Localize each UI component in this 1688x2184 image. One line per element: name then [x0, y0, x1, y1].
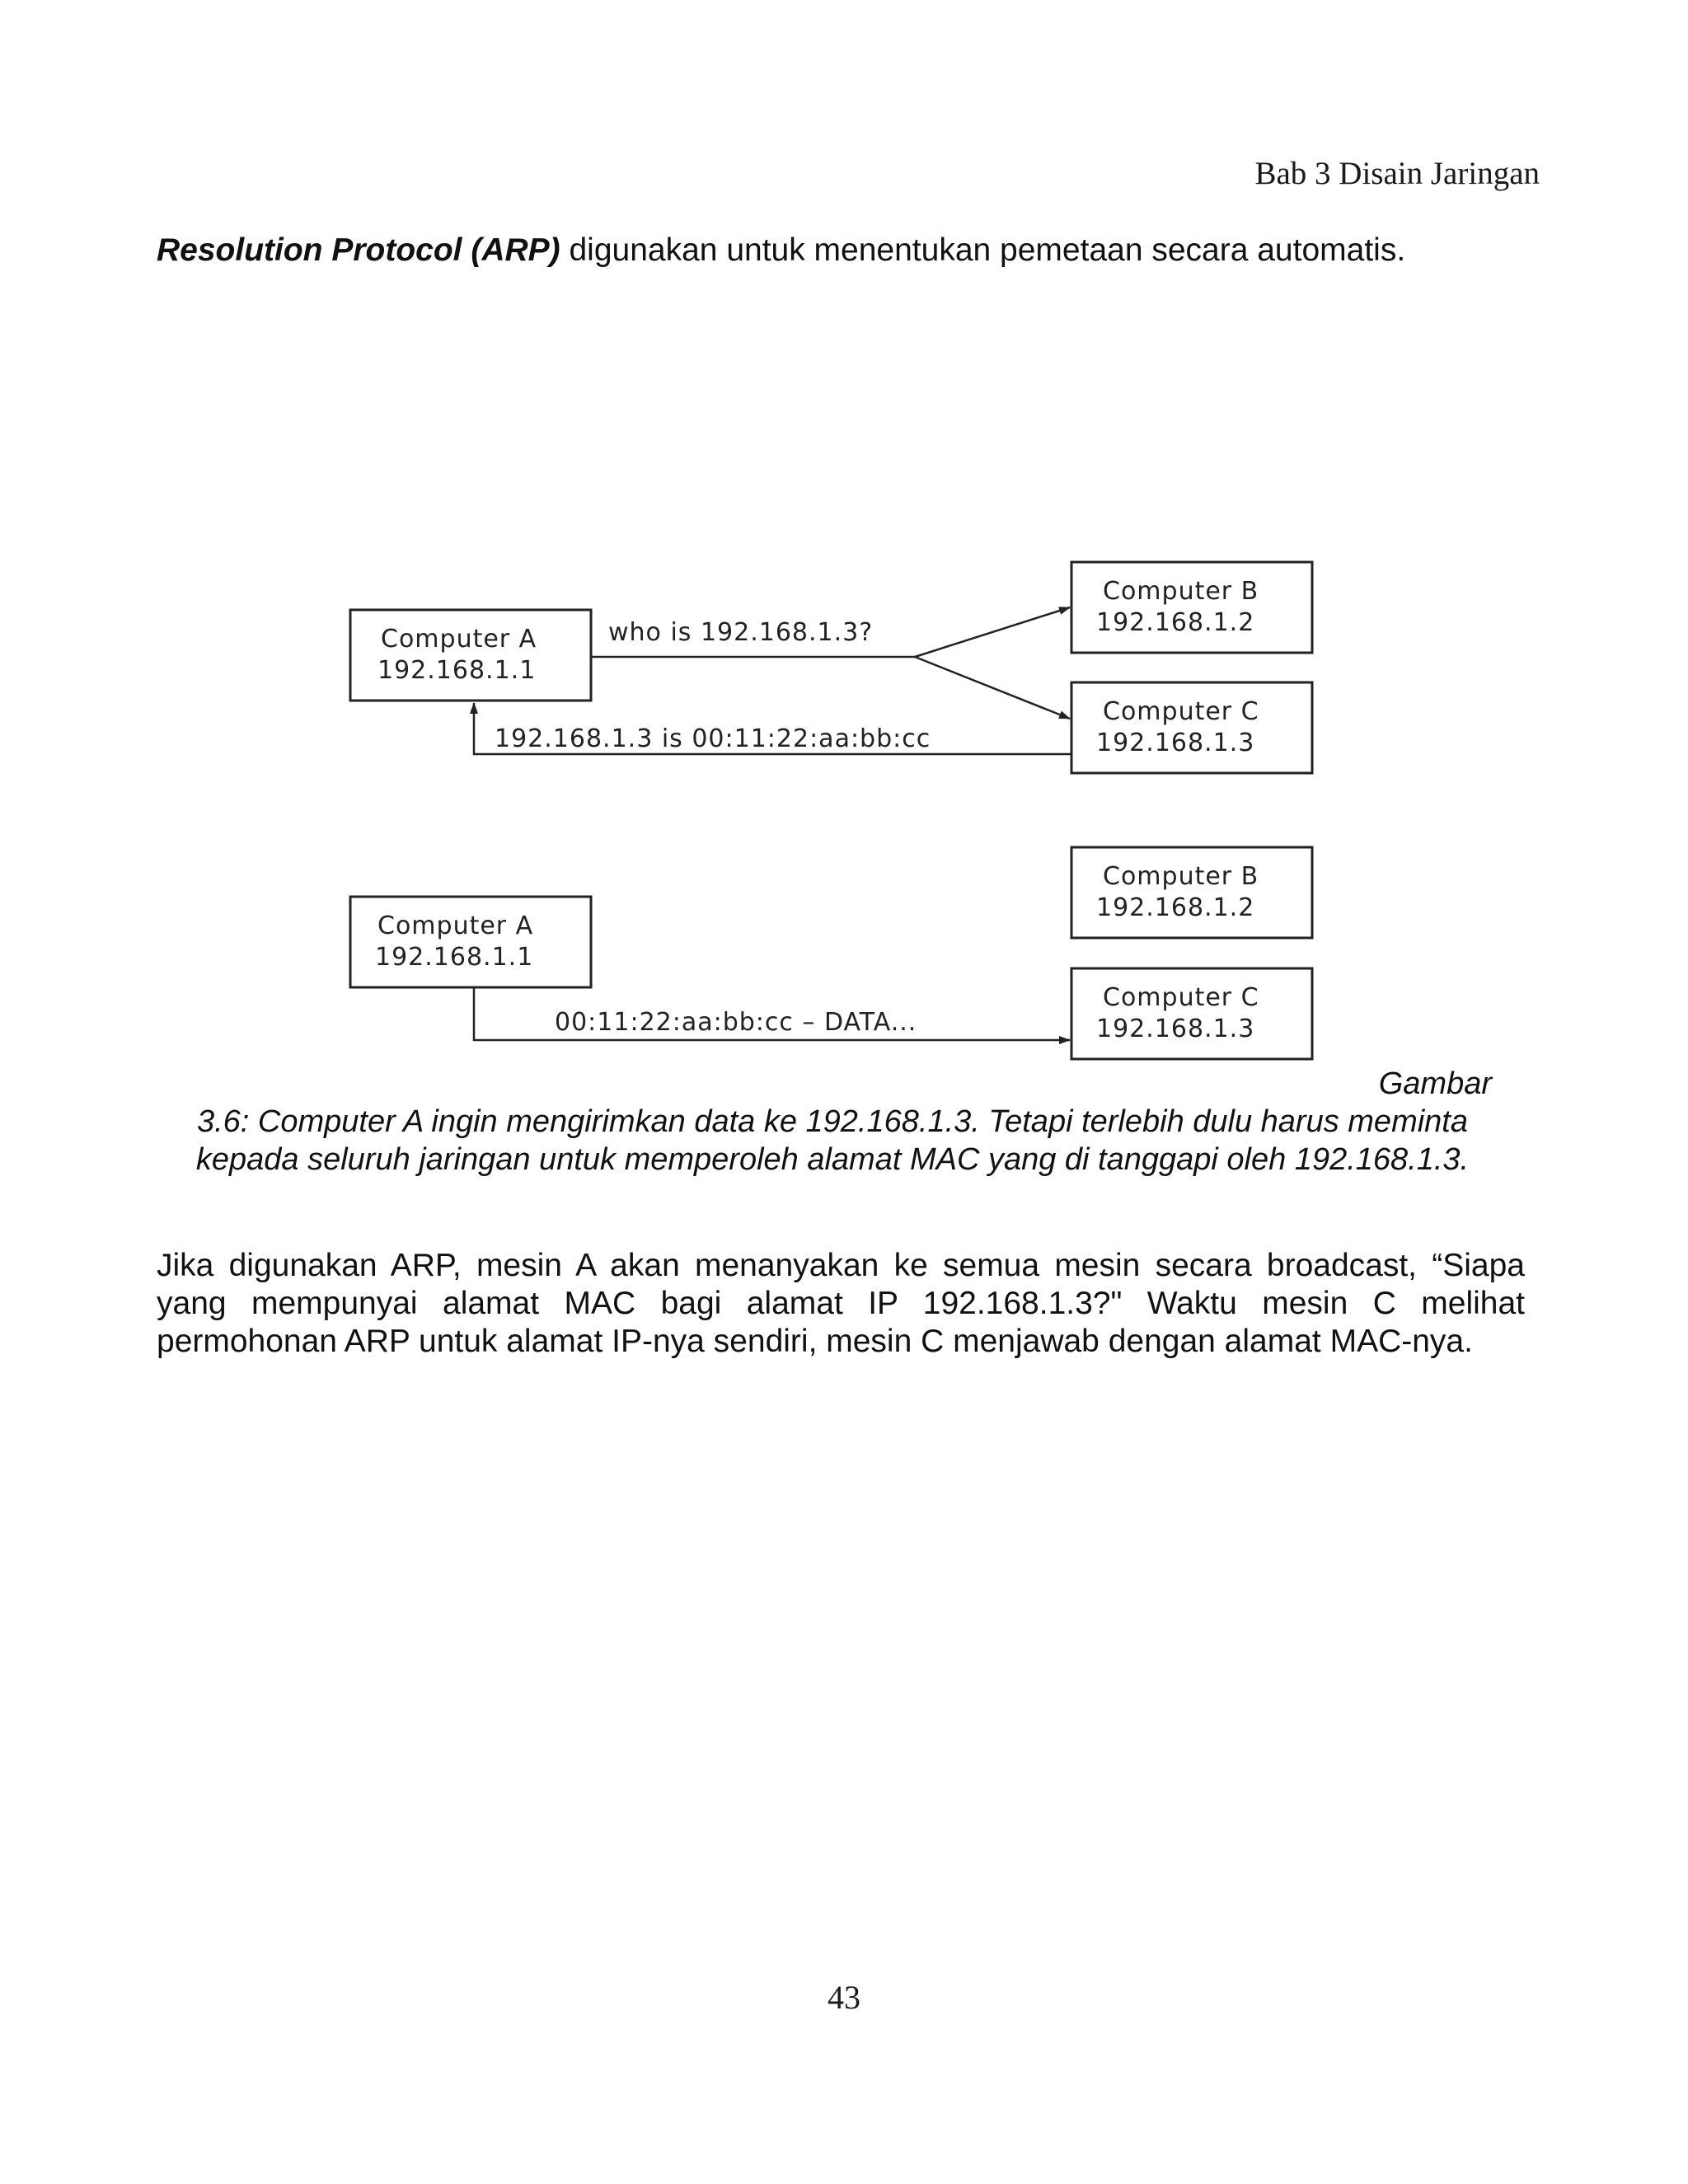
top-computer-b-name: Computer B	[1103, 577, 1259, 606]
caption-label: Gambar	[1378, 1066, 1492, 1101]
caption-text: 3.6: Computer A ingin mengirimkan data ke 192.168.1.3. Tetapi terlebih dulu harus meminta kepada seluruh jaringan untuk memperoleh alamat MAC yang di tanggapi oleh 192.168.1.3.	[195, 1104, 1470, 1177]
request-arrow-to-b	[915, 607, 1070, 657]
bottom-computer-c-name: Computer C	[1103, 983, 1259, 1012]
arp-diagram-svg	[330, 552, 1335, 1071]
top-computer-a-ip: 192.168.1.1	[377, 656, 537, 685]
top-computer-c-box	[1071, 682, 1312, 773]
intro-line	[157, 232, 1405, 269]
bottom-computer-a-ip: 192.168.1.1	[375, 943, 534, 972]
top-computer-a-name: Computer A	[381, 625, 537, 654]
top-computer-b-ip: 192.168.1.2	[1096, 608, 1255, 637]
bottom-computer-b-name: Computer B	[1103, 862, 1259, 891]
intro-term: Resolution Protocol (ARP)	[157, 232, 560, 268]
request-label: who is 192.168.1.3?	[608, 618, 874, 647]
intro-rest: digunakan untuk menentukan pemetaan secara automatis.	[560, 232, 1406, 268]
top-computer-a-box	[350, 610, 591, 701]
arp-diagram	[330, 552, 1335, 1076]
request-arrow-to-c	[915, 657, 1070, 719]
bottom-computer-a-box	[350, 897, 591, 987]
top-scenario	[350, 562, 1312, 773]
bottom-computer-b-ip: 192.168.1.2	[1096, 893, 1255, 922]
bottom-computer-b-box	[1071, 847, 1312, 938]
body-paragraph: Jika digunakan ARP, mesin A akan menanyakan ke semua mesin secara broadcast, “Siapa yang mempunyai alamat MAC bagi alamat IP 192.168.1.3?" Waktu mesin C melihat permohonan ARP untuk alamat IP-nya sendiri, mesin C menjawab dengan alamat MAC-nya.	[157, 1248, 1525, 1359]
bottom-computer-c-box	[1071, 968, 1312, 1059]
bottom-computer-a-name: Computer A	[377, 912, 534, 940]
figure-caption	[157, 1065, 1508, 1179]
bottom-scenario	[350, 847, 1312, 1059]
top-computer-b-box	[1071, 562, 1312, 653]
data-label: 00:11:22:aa:bb:cc – DATA...	[555, 1008, 917, 1037]
top-computer-c-name: Computer C	[1103, 697, 1259, 726]
bottom-computer-c-ip: 192.168.1.3	[1096, 1015, 1255, 1043]
page-number: 43	[828, 1979, 860, 2016]
top-computer-c-ip: 192.168.1.3	[1096, 729, 1255, 757]
running-header: Bab 3 Disain Jaringan	[1254, 156, 1540, 191]
reply-label: 192.168.1.3 is 00:11:22:aa:bb:cc	[495, 724, 931, 753]
